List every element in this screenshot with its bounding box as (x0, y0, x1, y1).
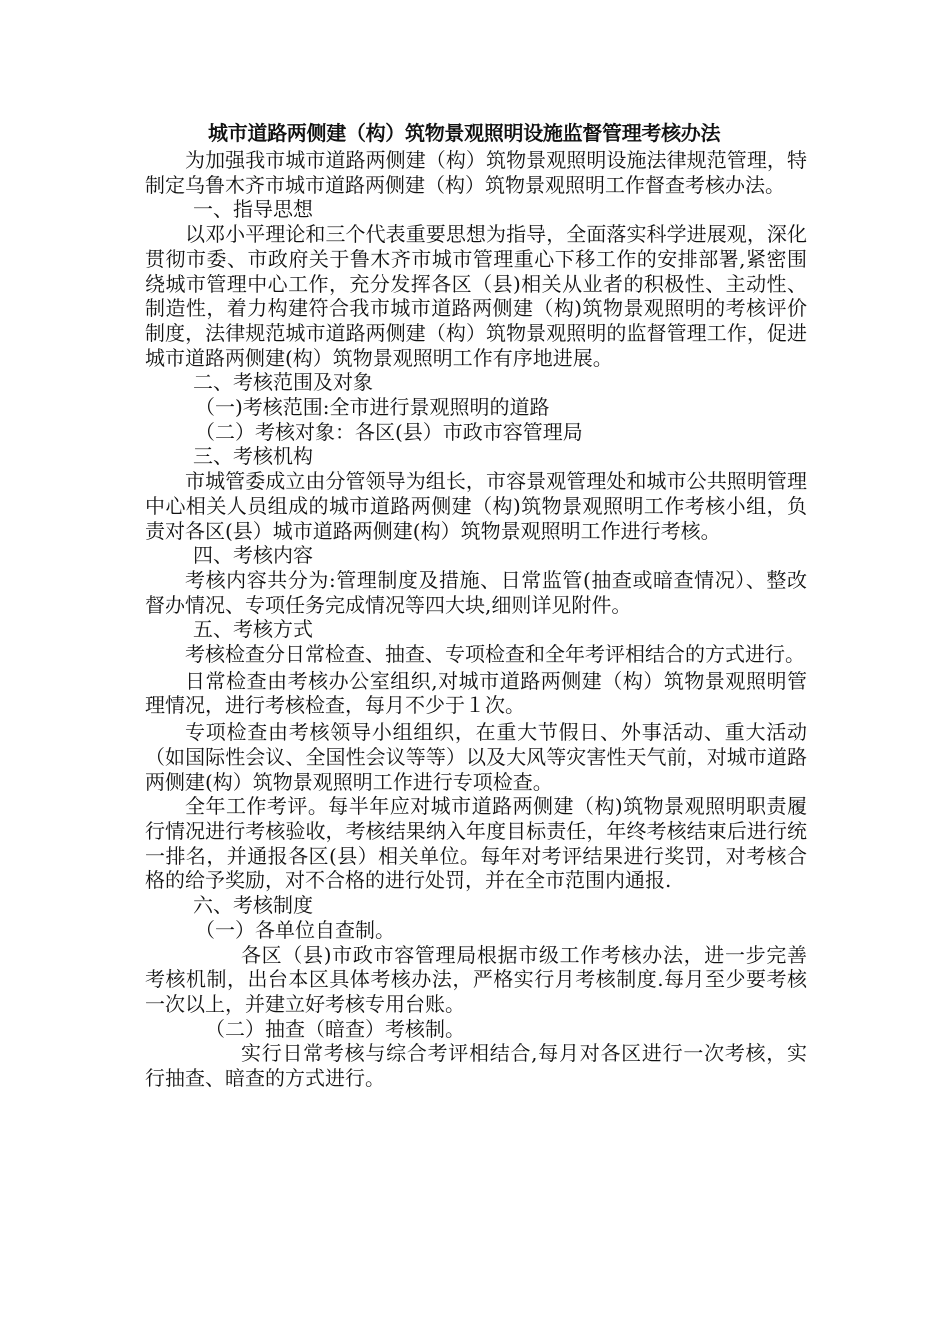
section-heading-guiding-thought: 一、指导思想 (193, 197, 313, 222)
scope-item-range: （一)考核范围:全市进行景观照明的道路 (195, 395, 550, 420)
method-paragraph-2: 日常检查由考核办公室组织,对城市道路两侧建（构）筑物景观照明管理情况，进行考核检查，每月不少于１次。 (145, 668, 807, 718)
section-heading-content: 四、考核内容 (193, 543, 313, 568)
organization-paragraph: 市城管委成立由分管领导为组长，市容景观管理处和城市公共照明管理中心相关人员组成的城市道路两侧建（构)筑物景观照明工作考核小组，负责对各区(县）城市道路两侧建(构）筑物景观照明工作进行考核。 (145, 469, 807, 543)
self-check-paragraph: 各区（县)市政市容管理局根据市级工作考核办法，进一步完善考核机制，出台本区具体考核办法，严格实行月考核制度.每月至少要考核一次以上，并建立好考核专用台账。 (145, 942, 807, 1016)
method-paragraph-3: 专项检查由考核领导小组组织，在重大节假日、外事活动、重大活动（如国际性会议、全国性会议等等）以及大风等灾害性天气前，对城市道路两侧建(构）筑物景观照明工作进行专项检查。 (145, 720, 807, 794)
section-heading-scope: 二、考核范围及对象 (193, 370, 373, 395)
system-item-spot-check: （二）抽查（暗查）考核制。 (205, 1016, 465, 1041)
system-item-self-check: （一）各单位自查制。 (195, 917, 395, 942)
method-paragraph-1: 考核检查分日常检查、抽查、专项检查和全年考评相结合的方式进行。 (185, 642, 805, 667)
spot-check-paragraph: 实行日常考核与综合考评相结合,每月对各区进行一次考核，实行抽查、暗查的方式进行。 (145, 1041, 807, 1091)
section-heading-organization: 三、考核机构 (193, 444, 313, 469)
document-title: 城市道路两侧建（构）筑物景观照明设施监督管理考核办法 (208, 121, 721, 145)
guiding-thought-paragraph: 以邓小平理论和三个代表重要思想为指导，全面落实科学进展观，深化贯彻市委、市政府关于鲁木齐市城市管理重心下移工作的安排部署,紧密围绕城市管理中心工作，充分发挥各区（县)相关从业者的积极性、主动性、制造性，着力构建符合我市城市道路两侧建（构)筑物景观照明的考核评价制度，法律规范城市道路两侧建（构）筑物景观照明的监督管理工作，促进城市道路两侧建(构）筑物景观照明工作有序地进展。 (145, 222, 807, 370)
content-paragraph: 考核内容共分为:管理制度及措施、日常监管(抽查或暗查情况）、整改督办情况、专项任务完成情况等四大块,细则详见附件。 (145, 567, 807, 617)
scope-item-target: （二）考核对象：各区(县）市政市容管理局 (195, 419, 583, 444)
section-heading-method: 五、考核方式 (193, 617, 313, 642)
document-page (145, 118, 807, 1091)
section-heading-system: 六、考核制度 (193, 893, 313, 918)
intro-paragraph: 为加强我市城市道路两侧建（构）筑物景观照明设施法律规范管理，特制定乌鲁木齐市城市道路两侧建（构）筑物景观照明工作督查考核办法。 (145, 148, 807, 197)
method-paragraph-4: 全年工作考评。每半年应对城市道路两侧建（构)筑物景观照明职责履行情况进行考核验收，考核结果纳入年度目标责任，年终考核结束后进行统一排名，并通报各区(县）相关单位。每年对考评结果进行奖罚，对考核合格的给予奖励，对不合格的进行处罚，并在全市范围内通报. (145, 794, 807, 893)
